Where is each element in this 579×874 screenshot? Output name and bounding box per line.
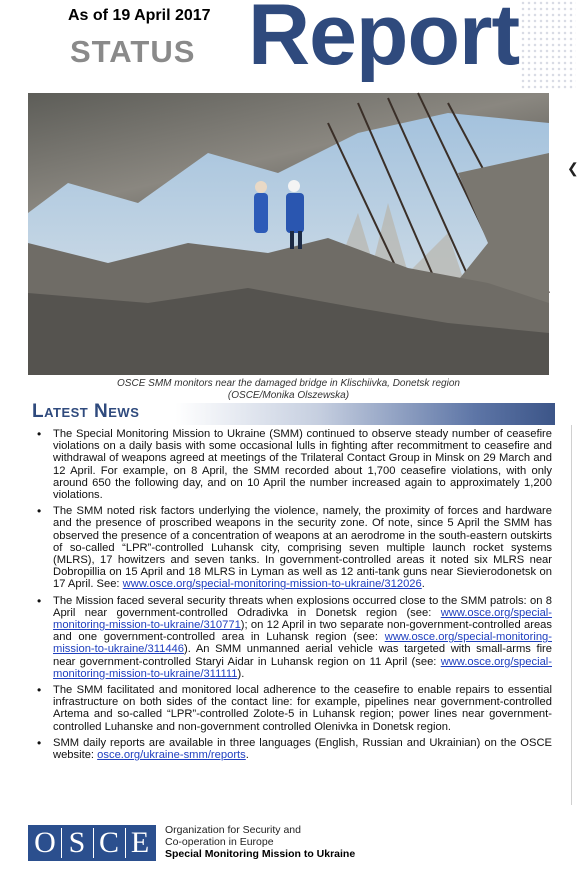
news-item [36,684,552,733]
header-dot-pattern [520,0,576,90]
news-item-end: ). [237,667,245,680]
status-label: STATUS [70,34,196,69]
logo-letter: O [34,826,56,859]
news-item-end: . [421,578,425,591]
news-item [36,505,552,590]
news-item-end: . [245,749,249,762]
logo-letter: S [68,826,86,859]
report-title: Report [248,0,520,83]
organization-name [165,824,355,860]
news-item-text: ); on 12 April in two separate non-government-controlled areas and one government-controlled area in Luhansk region (see: [53,619,552,644]
news-link[interactable]: osce.org/ukraine-smm/reports [97,749,246,762]
photo-caption [28,378,549,402]
cover-photo [28,93,549,375]
report-date: As of 19 April 2017 [68,7,211,24]
arrow-left-icon: ❮ [567,160,579,176]
news-list [36,428,552,765]
org-line-2: Co-operation in Europe [165,836,274,848]
news-item [36,428,552,501]
news-item-text: The SMM noted risk factors underlying the violence, namely, the proximity of forces and hardware and the presence of proscribed weapons in the security zone. Of note, since 5 April the SMM has observed the presence of a concentration of weapons at an aerodrome in the south-eastern outskirts of so-called “LPR”-controlled Luhansk city, comprising seven multiple launch rocket systems (MLRS), 17 howitzers and seven tanks. In government-controlled areas it noted six MLRS near Dobropillia on 15 April and 18 MLRS in Lyman as well as 12 anti-tank guns near Sievierodonetsk on 17 April. See: [53,505,552,591]
caption-line-1: OSCE SMM monitors near the damaged bridge in Klischiivka, Donetsk region [117,378,460,389]
news-link[interactable]: www.osce.org/special-monitoring-mission-to-ukraine/312026 [122,578,422,591]
section-title: Latest News [32,401,140,422]
footer [28,825,388,865]
logo-letter: C [98,826,119,859]
osce-logo [28,825,156,861]
news-link[interactable]: www.osce.org/special-monitoring-mission-to-ukraine/311111 [53,655,552,680]
news-item-text: The Mission faced several security threats when explosions occurred close to the SMM patrols: on 8 April near government-controlled Odradivka in Donetsk region (see: [53,594,552,619]
news-item [36,595,552,680]
org-line-1: Organization for Security and [165,824,301,836]
news-item [36,737,552,761]
news-item-text: SMM daily reports are available in three languages (English, Russian and Ukrainian) on the OSCE website: [53,736,552,762]
logo-letter: E [130,826,150,859]
caption-line-2: (OSCE/Monika Olszewska) [227,390,350,401]
news-link[interactable]: www.osce.org/special-monitoring-mission-to-ukraine/311446 [53,631,552,656]
news-item-text: ). An SMM unmanned aerial vehicle was targeted with small-arms fire near government-controlled Staryi Aidar in Luhansk region on 11 April (see: [53,643,552,668]
side-divider [571,425,572,805]
news-link[interactable]: www.osce.org/special-monitoring-mission-to-ukraine/310771 [53,606,552,632]
news-item-text: The Special Monitoring Mission to Ukraine (SMM) continued to observe steady number of ceasefire violations on a daily basis with some occasional lulls in fighting after recommitment to ceasefire and withdrawal of weapons agreed at meetings of the Trilateral Contact Group in Minsk on 29 March and 12 April. For example, on 8 April, the SMM recorded about 1,700 ceasefire violations, with only around 650 the following day, and on 10 April the number increased again to approximately 1,200 violations. [53,428,552,502]
org-line-3: Special Monitoring Mission to Ukraine [165,848,356,860]
news-item-text: The SMM facilitated and monitored local adherence to the ceasefire to enable repairs to essential infrastructure on both sides of the contact line: for example, pipelines near government-controlled Artema and so-called “LPR”-controlled Zolote-5 in Luhansk region; power lines near government-controlled Luhanske and non-government controlled Olenivka in Donetsk region. [53,684,552,733]
